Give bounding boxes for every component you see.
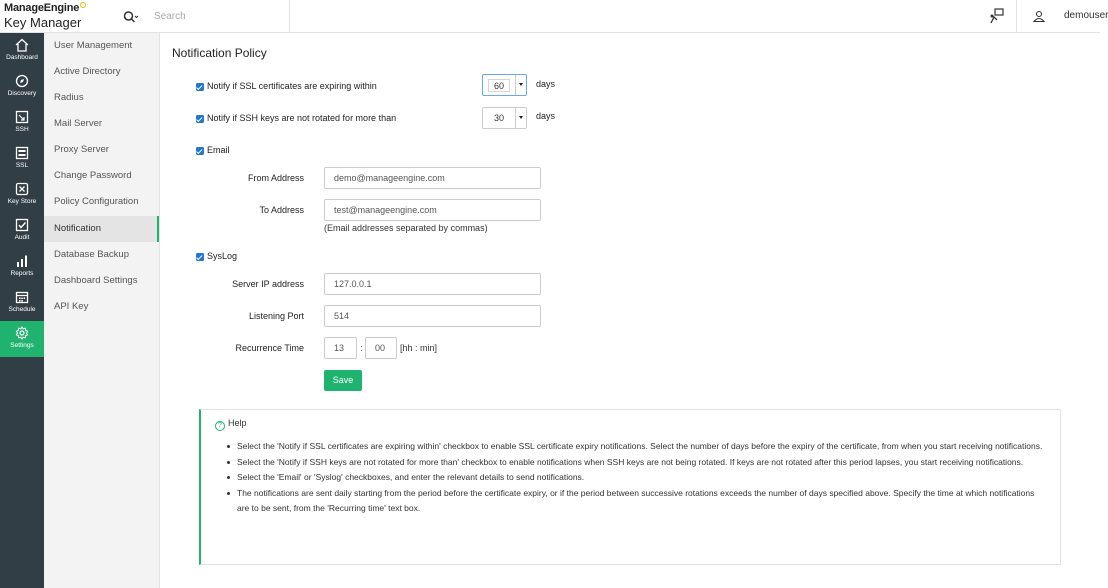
schedule-icon [15, 290, 29, 304]
nav-item-settings[interactable] [0, 321, 44, 357]
submenu-item-proxy-server[interactable]: Proxy Server [54, 144, 109, 155]
help-item: Select the 'Notify if SSL certificates are expiring within' checkbox to enable SSL certificate expiry notifications. Select the number of days before the expiry of the certificate, from when you start receiving notifications. [225, 439, 1045, 455]
ssh-icon [15, 110, 29, 124]
submenu-item-change-password[interactable]: Change Password [54, 170, 132, 181]
ssl-days-unit: days [536, 79, 556, 89]
brand-name: ManageEngine [4, 2, 104, 14]
submenu-item-database-backup[interactable]: Database Backup [54, 249, 129, 260]
ssl-days-value: 60 [488, 79, 510, 92]
nav-label: Audit [14, 234, 30, 241]
home-icon [15, 38, 29, 52]
to-address-label: To Address [259, 205, 304, 215]
help-panel [199, 409, 1061, 565]
chevron-down-icon [515, 75, 526, 95]
email-checkbox[interactable] [196, 147, 204, 155]
help-list [225, 439, 1045, 517]
recurrence-time-label: Recurrence Time [235, 343, 304, 353]
server-ip-label: Server IP address [232, 279, 304, 289]
help-item: Select the 'Notify if SSH keys are not rotated for more than' checkbox to enable notifications when SSH keys are not being rotated. If keys are not rotated after this period lapses, you start receiving notifications. [225, 455, 1045, 471]
nav-item-key-store[interactable] [0, 177, 44, 213]
key-store-icon [15, 182, 29, 196]
search-bar [110, 0, 290, 33]
notification-icon[interactable] [988, 8, 1004, 24]
nav-item-reports[interactable] [0, 249, 44, 285]
product-name: Key Manager [4, 15, 82, 30]
email-label: Email [207, 145, 230, 155]
main-nav [0, 33, 44, 588]
ssh-notify-checkbox[interactable] [196, 115, 204, 123]
to-address-field[interactable]: test@manageengine.com [324, 199, 541, 221]
help-item: Select the 'Email' or 'Syslog' checkboxes, and enter the relevant details to send notifications. [225, 470, 1045, 486]
to-address-hint: (Email addresses separated by commas) [324, 223, 488, 233]
ssl-notify-label: Notify if SSL certificates are expiring within [207, 81, 377, 91]
nav-item-schedule[interactable] [0, 285, 44, 321]
recurrence-minute-field[interactable]: 00 [365, 337, 397, 359]
nav-label: Key Store [7, 198, 37, 205]
help-icon: ? [215, 421, 225, 431]
help-item: The notifications are sent daily starting from the period before the certificate expiry, or if the period between successive rotations exceeds the number of days specified above. Specify the time at which notifications are to be sent, from the 'Recurring time' text box. [225, 486, 1045, 517]
listening-port-field[interactable]: 514 [324, 305, 541, 327]
nav-item-ssh[interactable] [0, 105, 44, 141]
user-menu[interactable] [1016, 0, 1108, 33]
server-ip-field[interactable]: 127.0.0.1 [324, 273, 541, 295]
user-icon [1033, 10, 1045, 22]
ssh-days-select[interactable] [482, 107, 527, 129]
nav-label: Dashboard [6, 54, 38, 61]
recurrence-hour-field[interactable]: 13 [324, 337, 357, 359]
from-address-field[interactable]: demo@manageengine.com [324, 167, 541, 189]
top-bar [0, 0, 1108, 33]
syslog-checkbox[interactable] [196, 253, 204, 261]
submenu-item-notification[interactable]: Notification [44, 216, 159, 242]
nav-label: Discovery [7, 90, 37, 97]
user-name: demouser [1064, 10, 1108, 21]
chevron-down-icon [515, 108, 526, 128]
submenu-item-api-key[interactable]: API Key [54, 301, 89, 312]
reports-icon [15, 254, 29, 268]
save-button[interactable]: Save [324, 370, 362, 391]
listening-port-label: Listening Port [248, 311, 304, 321]
settings-icon [15, 326, 29, 340]
ssl-icon [15, 146, 29, 160]
nav-label: SSH [15, 126, 29, 133]
submenu-item-mail-server[interactable]: Mail Server [54, 118, 103, 129]
ssh-days-unit: days [536, 111, 556, 121]
nav-label: Settings [10, 342, 34, 349]
help-title: ? Help [215, 418, 247, 431]
submenu-item-dashboard-settings[interactable]: Dashboard Settings [54, 275, 138, 286]
ssh-days-value: 30 [493, 113, 504, 123]
nav-label: SSL [15, 162, 29, 169]
search-icon[interactable] [122, 9, 138, 25]
nav-item-audit[interactable] [0, 213, 44, 249]
submenu-item-user-management[interactable]: User Management [54, 40, 133, 51]
submenu-item-active-directory[interactable]: Active Directory [54, 66, 121, 77]
time-separator: : [360, 343, 363, 353]
submenu-item-radius[interactable]: Radius [54, 92, 84, 103]
nav-label: Schedule [8, 306, 36, 313]
main-content [160, 33, 1100, 588]
nav-item-ssl[interactable] [0, 141, 44, 177]
from-address-label: From Address [247, 173, 304, 183]
nav-item-discovery[interactable] [0, 69, 44, 105]
page-title: Notification Policy [172, 46, 267, 60]
ssh-notify-label: Notify if SSH keys are not rotated for more than [207, 113, 397, 123]
nav-label: Reports [10, 270, 34, 277]
submenu-item-policy-configuration[interactable]: Policy Configuration [54, 196, 139, 207]
ssl-days-select[interactable] [482, 74, 527, 96]
nav-item-dashboard[interactable] [0, 33, 44, 69]
settings-submenu [44, 33, 160, 588]
ssl-notify-checkbox[interactable] [196, 83, 204, 91]
search-input[interactable] [154, 8, 274, 25]
time-format-hint: [hh : min] [400, 343, 438, 353]
discovery-icon [15, 74, 29, 88]
syslog-label: SysLog [207, 251, 238, 261]
audit-icon [15, 218, 29, 232]
